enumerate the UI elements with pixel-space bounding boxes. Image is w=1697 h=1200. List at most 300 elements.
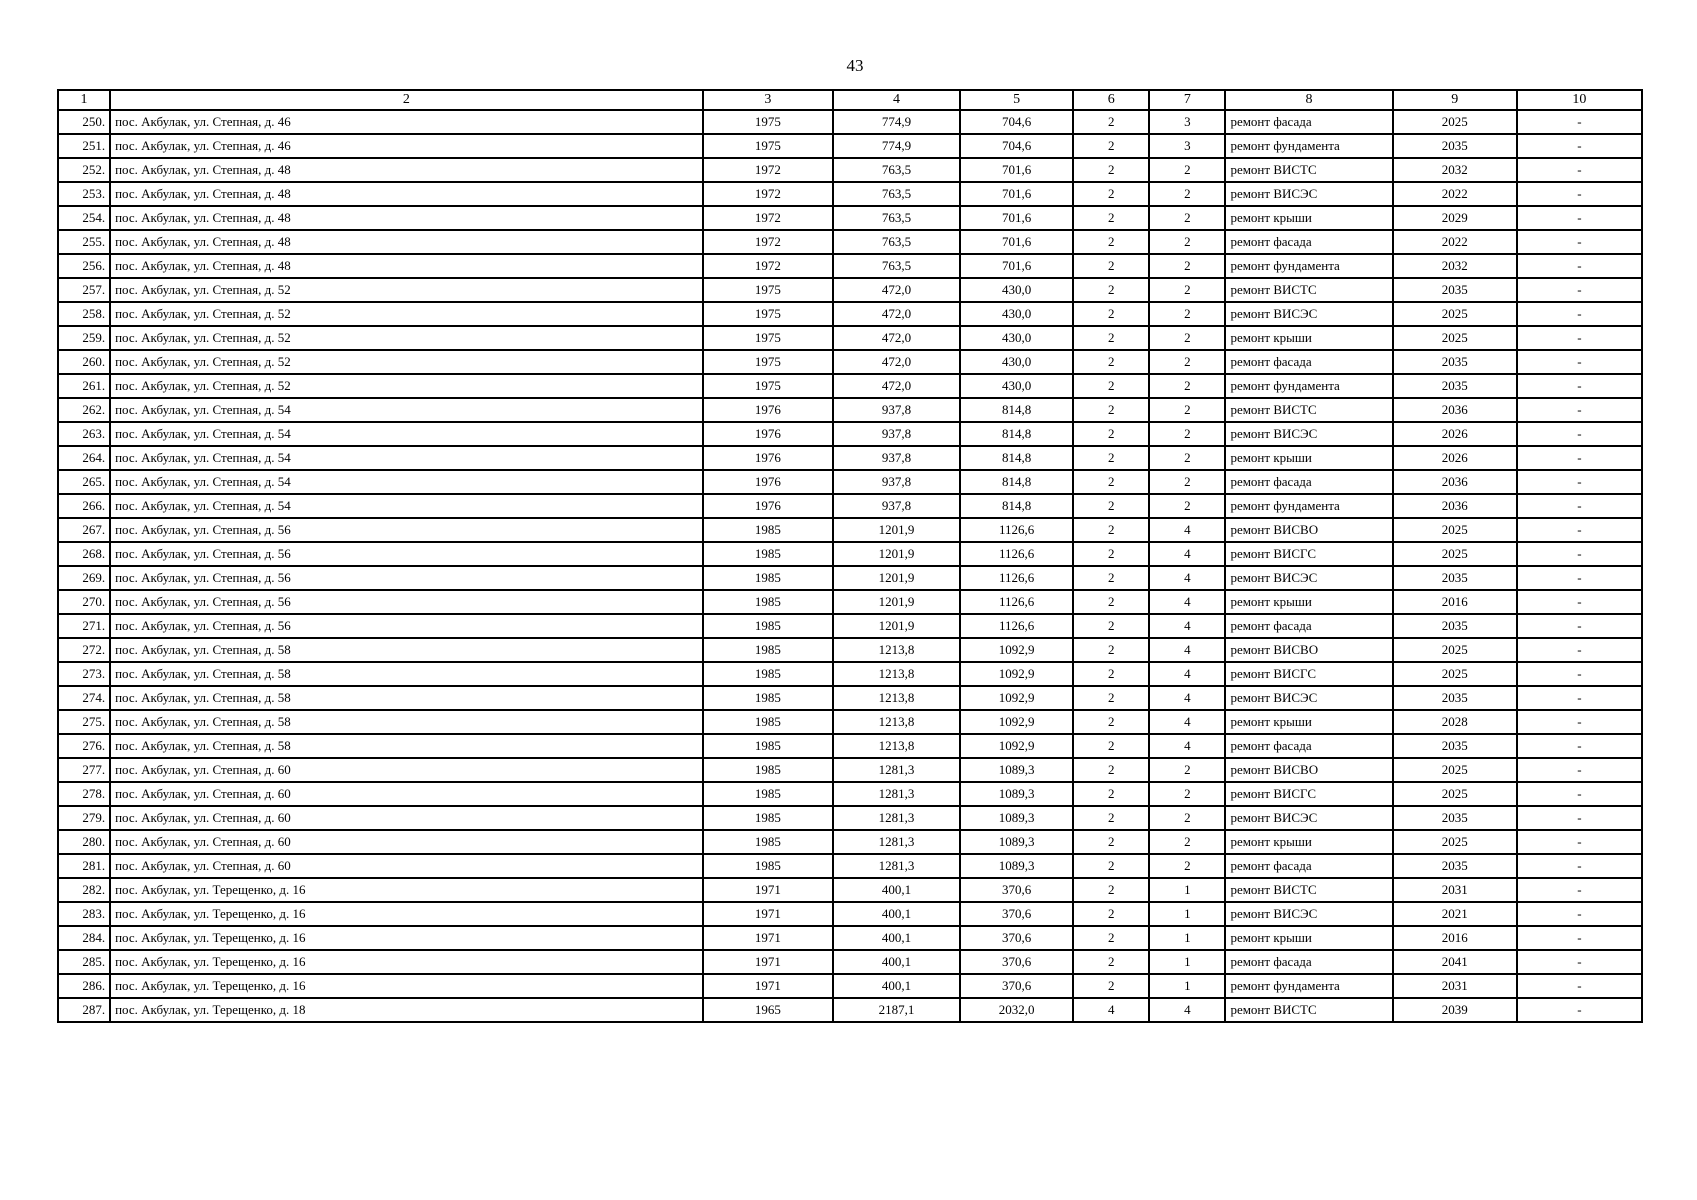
note-cell: - [1517,446,1642,470]
table-row [58,590,1642,614]
living-area-cell: 701,6 [960,230,1073,254]
plan-year-cell: 2025 [1393,758,1517,782]
plan-year-cell: 2035 [1393,854,1517,878]
year-built-cell: 1985 [703,758,833,782]
total-area-cell: 937,8 [833,422,960,446]
total-area-cell: 1281,3 [833,830,960,854]
plan-year-cell: 2022 [1393,230,1517,254]
total-area-cell: 472,0 [833,350,960,374]
year-built-cell: 1975 [703,350,833,374]
plan-year-cell: 2025 [1393,518,1517,542]
plan-year-cell: 2035 [1393,350,1517,374]
address-cell: пос. Акбулак, ул. Терещенко, д. 16 [110,902,703,926]
entrances-cell: 2 [1149,230,1225,254]
entrances-cell: 2 [1149,806,1225,830]
note-cell: - [1517,206,1642,230]
total-area-cell: 400,1 [833,878,960,902]
address-cell: пос. Акбулак, ул. Степная, д. 52 [110,326,703,350]
note-cell: - [1517,350,1642,374]
year-built-cell: 1971 [703,878,833,902]
floors-cell: 2 [1073,518,1149,542]
total-area-cell: 774,9 [833,134,960,158]
address-cell: пос. Акбулак, ул. Степная, д. 52 [110,350,703,374]
note-cell: - [1517,686,1642,710]
year-built-cell: 1985 [703,830,833,854]
row-number: 269. [58,566,110,590]
header-row [58,90,1642,110]
note-cell: - [1517,998,1642,1022]
living-area-cell: 1089,3 [960,830,1073,854]
plan-year-cell: 2036 [1393,398,1517,422]
address-cell: пос. Акбулак, ул. Терещенко, д. 16 [110,878,703,902]
note-cell: - [1517,854,1642,878]
work-type-cell: ремонт фасада [1225,350,1392,374]
address-cell: пос. Акбулак, ул. Степная, д. 48 [110,254,703,278]
total-area-cell: 774,9 [833,110,960,134]
floors-cell: 2 [1073,758,1149,782]
work-type-cell: ремонт ВИСЭС [1225,302,1392,326]
note-cell: - [1517,902,1642,926]
row-number: 283. [58,902,110,926]
living-area-cell: 1092,9 [960,686,1073,710]
address-cell: пос. Акбулак, ул. Степная, д. 48 [110,206,703,230]
entrances-cell: 1 [1149,950,1225,974]
entrances-cell: 4 [1149,518,1225,542]
living-area-cell: 704,6 [960,110,1073,134]
table-row [58,302,1642,326]
floors-cell: 2 [1073,158,1149,182]
table-row [58,878,1642,902]
row-number: 286. [58,974,110,998]
note-cell: - [1517,614,1642,638]
year-built-cell: 1971 [703,926,833,950]
table-row [58,926,1642,950]
floors-cell: 2 [1073,254,1149,278]
note-cell: - [1517,278,1642,302]
entrances-cell: 3 [1149,110,1225,134]
work-type-cell: ремонт крыши [1225,446,1392,470]
table-row [58,734,1642,758]
table-row [58,806,1642,830]
year-built-cell: 1985 [703,638,833,662]
living-area-cell: 1092,9 [960,734,1073,758]
page-number: 43 [846,56,864,75]
living-area-cell: 1092,9 [960,710,1073,734]
address-cell: пос. Акбулак, ул. Степная, д. 54 [110,422,703,446]
total-area-cell: 763,5 [833,206,960,230]
note-cell: - [1517,758,1642,782]
plan-year-cell: 2016 [1393,590,1517,614]
total-area-cell: 763,5 [833,158,960,182]
table-row [58,158,1642,182]
total-area-cell: 937,8 [833,398,960,422]
work-type-cell: ремонт ВИСВО [1225,638,1392,662]
row-number: 257. [58,278,110,302]
address-cell: пос. Акбулак, ул. Степная, д. 48 [110,230,703,254]
row-number: 266. [58,494,110,518]
row-number: 273. [58,662,110,686]
year-built-cell: 1971 [703,950,833,974]
table-row [58,662,1642,686]
work-type-cell: ремонт фасада [1225,470,1392,494]
work-type-cell: ремонт крыши [1225,590,1392,614]
year-built-cell: 1985 [703,686,833,710]
floors-cell: 2 [1073,710,1149,734]
address-cell: пос. Акбулак, ул. Степная, д. 56 [110,566,703,590]
living-area-cell: 1092,9 [960,638,1073,662]
living-area-cell: 1089,3 [960,854,1073,878]
row-number: 265. [58,470,110,494]
note-cell: - [1517,182,1642,206]
plan-year-cell: 2025 [1393,830,1517,854]
plan-year-cell: 2041 [1393,950,1517,974]
floors-cell: 2 [1073,614,1149,638]
plan-year-cell: 2028 [1393,710,1517,734]
address-cell: пос. Акбулак, ул. Степная, д. 58 [110,734,703,758]
floors-cell: 2 [1073,878,1149,902]
row-number: 277. [58,758,110,782]
table-row [58,758,1642,782]
floors-cell: 2 [1073,398,1149,422]
address-cell: пос. Акбулак, ул. Степная, д. 52 [110,302,703,326]
address-cell: пос. Акбулак, ул. Степная, д. 54 [110,446,703,470]
note-cell: - [1517,878,1642,902]
year-built-cell: 1972 [703,158,833,182]
row-number: 278. [58,782,110,806]
year-built-cell: 1985 [703,566,833,590]
column-header: 6 [1073,90,1149,110]
address-cell: пос. Акбулак, ул. Терещенко, д. 16 [110,950,703,974]
work-type-cell: ремонт ВИСВО [1225,518,1392,542]
year-built-cell: 1975 [703,134,833,158]
address-cell: пос. Акбулак, ул. Степная, д. 58 [110,662,703,686]
total-area-cell: 472,0 [833,302,960,326]
entrances-cell: 2 [1149,206,1225,230]
address-cell: пос. Акбулак, ул. Терещенко, д. 18 [110,998,703,1022]
table-row [58,854,1642,878]
living-area-cell: 1126,6 [960,614,1073,638]
floors-cell: 2 [1073,782,1149,806]
entrances-cell: 4 [1149,998,1225,1022]
total-area-cell: 763,5 [833,230,960,254]
entrances-cell: 2 [1149,398,1225,422]
row-number: 287. [58,998,110,1022]
note-cell: - [1517,398,1642,422]
table-row [58,134,1642,158]
note-cell: - [1517,254,1642,278]
entrances-cell: 1 [1149,974,1225,998]
entrances-cell: 2 [1149,182,1225,206]
table-row [58,374,1642,398]
entrances-cell: 1 [1149,926,1225,950]
address-cell: пос. Акбулак, ул. Степная, д. 60 [110,782,703,806]
note-cell: - [1517,422,1642,446]
total-area-cell: 1213,8 [833,734,960,758]
work-type-cell: ремонт крыши [1225,830,1392,854]
work-type-cell: ремонт фасада [1225,230,1392,254]
row-number: 268. [58,542,110,566]
year-built-cell: 1985 [703,518,833,542]
living-area-cell: 1092,9 [960,662,1073,686]
table-row [58,614,1642,638]
note-cell: - [1517,926,1642,950]
floors-cell: 2 [1073,182,1149,206]
living-area-cell: 370,6 [960,902,1073,926]
row-number: 259. [58,326,110,350]
year-built-cell: 1965 [703,998,833,1022]
entrances-cell: 2 [1149,254,1225,278]
address-cell: пос. Акбулак, ул. Степная, д. 60 [110,830,703,854]
entrances-cell: 2 [1149,278,1225,302]
plan-year-cell: 2025 [1393,326,1517,350]
work-type-cell: ремонт ВИСТС [1225,398,1392,422]
address-cell: пос. Акбулак, ул. Степная, д. 52 [110,374,703,398]
work-type-cell: ремонт фундамента [1225,494,1392,518]
total-area-cell: 1213,8 [833,662,960,686]
table-row [58,710,1642,734]
year-built-cell: 1972 [703,230,833,254]
note-cell: - [1517,806,1642,830]
year-built-cell: 1985 [703,710,833,734]
living-area-cell: 701,6 [960,182,1073,206]
plan-year-cell: 2036 [1393,494,1517,518]
living-area-cell: 814,8 [960,494,1073,518]
address-cell: пос. Акбулак, ул. Степная, д. 60 [110,854,703,878]
total-area-cell: 1281,3 [833,854,960,878]
table-row [58,422,1642,446]
row-number: 255. [58,230,110,254]
plan-year-cell: 2022 [1393,182,1517,206]
living-area-cell: 1089,3 [960,782,1073,806]
table-row [58,230,1642,254]
work-type-cell: ремонт ВИСЭС [1225,422,1392,446]
row-number: 285. [58,950,110,974]
address-cell: пос. Акбулак, ул. Степная, д. 58 [110,710,703,734]
entrances-cell: 1 [1149,902,1225,926]
year-built-cell: 1975 [703,278,833,302]
work-type-cell: ремонт крыши [1225,710,1392,734]
year-built-cell: 1985 [703,782,833,806]
entrances-cell: 2 [1149,830,1225,854]
plan-year-cell: 2035 [1393,686,1517,710]
table-row [58,902,1642,926]
row-number: 252. [58,158,110,182]
entrances-cell: 4 [1149,614,1225,638]
living-area-cell: 1089,3 [960,806,1073,830]
row-number: 261. [58,374,110,398]
plan-year-cell: 2029 [1393,206,1517,230]
total-area-cell: 763,5 [833,182,960,206]
floors-cell: 2 [1073,806,1149,830]
living-area-cell: 430,0 [960,326,1073,350]
total-area-cell: 1201,9 [833,614,960,638]
row-number: 272. [58,638,110,662]
entrances-cell: 2 [1149,782,1225,806]
living-area-cell: 1089,3 [960,758,1073,782]
row-number: 270. [58,590,110,614]
note-cell: - [1517,518,1642,542]
living-area-cell: 430,0 [960,374,1073,398]
row-number: 258. [58,302,110,326]
year-built-cell: 1976 [703,398,833,422]
floors-cell: 4 [1073,998,1149,1022]
floors-cell: 2 [1073,134,1149,158]
row-number: 250. [58,110,110,134]
plan-year-cell: 2035 [1393,134,1517,158]
note-cell: - [1517,662,1642,686]
column-header: 10 [1517,90,1642,110]
note-cell: - [1517,158,1642,182]
entrances-cell: 2 [1149,326,1225,350]
table-row [58,446,1642,470]
year-built-cell: 1975 [703,326,833,350]
living-area-cell: 370,6 [960,878,1073,902]
floors-cell: 2 [1073,206,1149,230]
table-header [58,90,1642,110]
table-row [58,686,1642,710]
floors-cell: 2 [1073,854,1149,878]
work-type-cell: ремонт ВИСЭС [1225,182,1392,206]
floors-cell: 2 [1073,974,1149,998]
row-number: 253. [58,182,110,206]
plan-year-cell: 2032 [1393,254,1517,278]
address-cell: пос. Акбулак, ул. Степная, д. 46 [110,110,703,134]
plan-year-cell: 2035 [1393,806,1517,830]
living-area-cell: 1126,6 [960,590,1073,614]
row-number: 251. [58,134,110,158]
living-area-cell: 370,6 [960,950,1073,974]
note-cell: - [1517,638,1642,662]
plan-year-cell: 2036 [1393,470,1517,494]
row-number: 279. [58,806,110,830]
year-built-cell: 1972 [703,254,833,278]
plan-year-cell: 2035 [1393,734,1517,758]
plan-year-cell: 2025 [1393,110,1517,134]
row-number: 254. [58,206,110,230]
living-area-cell: 701,6 [960,254,1073,278]
table-row [58,254,1642,278]
work-type-cell: ремонт фасада [1225,734,1392,758]
plan-year-cell: 2026 [1393,422,1517,446]
table-row [58,326,1642,350]
table-row [58,278,1642,302]
year-built-cell: 1975 [703,302,833,326]
living-area-cell: 430,0 [960,350,1073,374]
total-area-cell: 1281,3 [833,806,960,830]
table-row [58,110,1642,134]
year-built-cell: 1971 [703,902,833,926]
table-row [58,518,1642,542]
plan-year-cell: 2025 [1393,542,1517,566]
total-area-cell: 400,1 [833,902,960,926]
entrances-cell: 2 [1149,854,1225,878]
address-cell: пос. Акбулак, ул. Степная, д. 48 [110,158,703,182]
living-area-cell: 1126,6 [960,566,1073,590]
plan-year-cell: 2031 [1393,878,1517,902]
work-type-cell: ремонт фасада [1225,614,1392,638]
address-cell: пос. Акбулак, ул. Степная, д. 56 [110,518,703,542]
plan-year-cell: 2025 [1393,662,1517,686]
note-cell: - [1517,230,1642,254]
entrances-cell: 4 [1149,662,1225,686]
work-type-cell: ремонт фасада [1225,950,1392,974]
entrances-cell: 2 [1149,302,1225,326]
address-cell: пос. Акбулак, ул. Степная, д. 54 [110,398,703,422]
address-cell: пос. Акбулак, ул. Степная, д. 58 [110,686,703,710]
row-number: 274. [58,686,110,710]
entrances-cell: 2 [1149,374,1225,398]
note-cell: - [1517,494,1642,518]
address-cell: пос. Акбулак, ул. Степная, д. 60 [110,758,703,782]
entrances-cell: 2 [1149,446,1225,470]
total-area-cell: 2187,1 [833,998,960,1022]
address-cell: пос. Акбулак, ул. Степная, д. 58 [110,638,703,662]
column-header: 9 [1393,90,1517,110]
table-row [58,494,1642,518]
total-area-cell: 1213,8 [833,710,960,734]
entrances-cell: 2 [1149,758,1225,782]
plan-year-cell: 2026 [1393,446,1517,470]
total-area-cell: 472,0 [833,326,960,350]
total-area-cell: 1213,8 [833,638,960,662]
work-type-cell: ремонт ВИСЭС [1225,566,1392,590]
work-type-cell: ремонт фундамента [1225,254,1392,278]
table-row [58,398,1642,422]
plan-year-cell: 2035 [1393,614,1517,638]
work-type-cell: ремонт ВИСГС [1225,782,1392,806]
note-cell: - [1517,110,1642,134]
column-header: 4 [833,90,960,110]
entrances-cell: 4 [1149,590,1225,614]
year-built-cell: 1975 [703,374,833,398]
plan-year-cell: 2021 [1393,902,1517,926]
plan-year-cell: 2039 [1393,998,1517,1022]
note-cell: - [1517,710,1642,734]
address-cell: пос. Акбулак, ул. Степная, д. 56 [110,542,703,566]
total-area-cell: 472,0 [833,374,960,398]
address-cell: пос. Акбулак, ул. Степная, д. 56 [110,614,703,638]
note-cell: - [1517,566,1642,590]
plan-year-cell: 2025 [1393,302,1517,326]
table-row [58,782,1642,806]
floors-cell: 2 [1073,830,1149,854]
column-header: 7 [1149,90,1225,110]
year-built-cell: 1985 [703,590,833,614]
work-type-cell: ремонт фундамента [1225,134,1392,158]
floors-cell: 2 [1073,302,1149,326]
entrances-cell: 4 [1149,686,1225,710]
row-number: 262. [58,398,110,422]
address-cell: пос. Акбулак, ул. Степная, д. 54 [110,470,703,494]
floors-cell: 2 [1073,422,1149,446]
total-area-cell: 1281,3 [833,758,960,782]
entrances-cell: 4 [1149,542,1225,566]
living-area-cell: 2032,0 [960,998,1073,1022]
entrances-cell: 4 [1149,566,1225,590]
work-type-cell: ремонт фасада [1225,110,1392,134]
row-number: 263. [58,422,110,446]
work-type-cell: ремонт фасада [1225,854,1392,878]
living-area-cell: 814,8 [960,422,1073,446]
table-row [58,974,1642,998]
note-cell: - [1517,302,1642,326]
floors-cell: 2 [1073,662,1149,686]
note-cell: - [1517,470,1642,494]
floors-cell: 2 [1073,110,1149,134]
address-cell: пос. Акбулак, ул. Степная, д. 54 [110,494,703,518]
address-cell: пос. Акбулак, ул. Степная, д. 56 [110,590,703,614]
work-type-cell: ремонт фундамента [1225,374,1392,398]
